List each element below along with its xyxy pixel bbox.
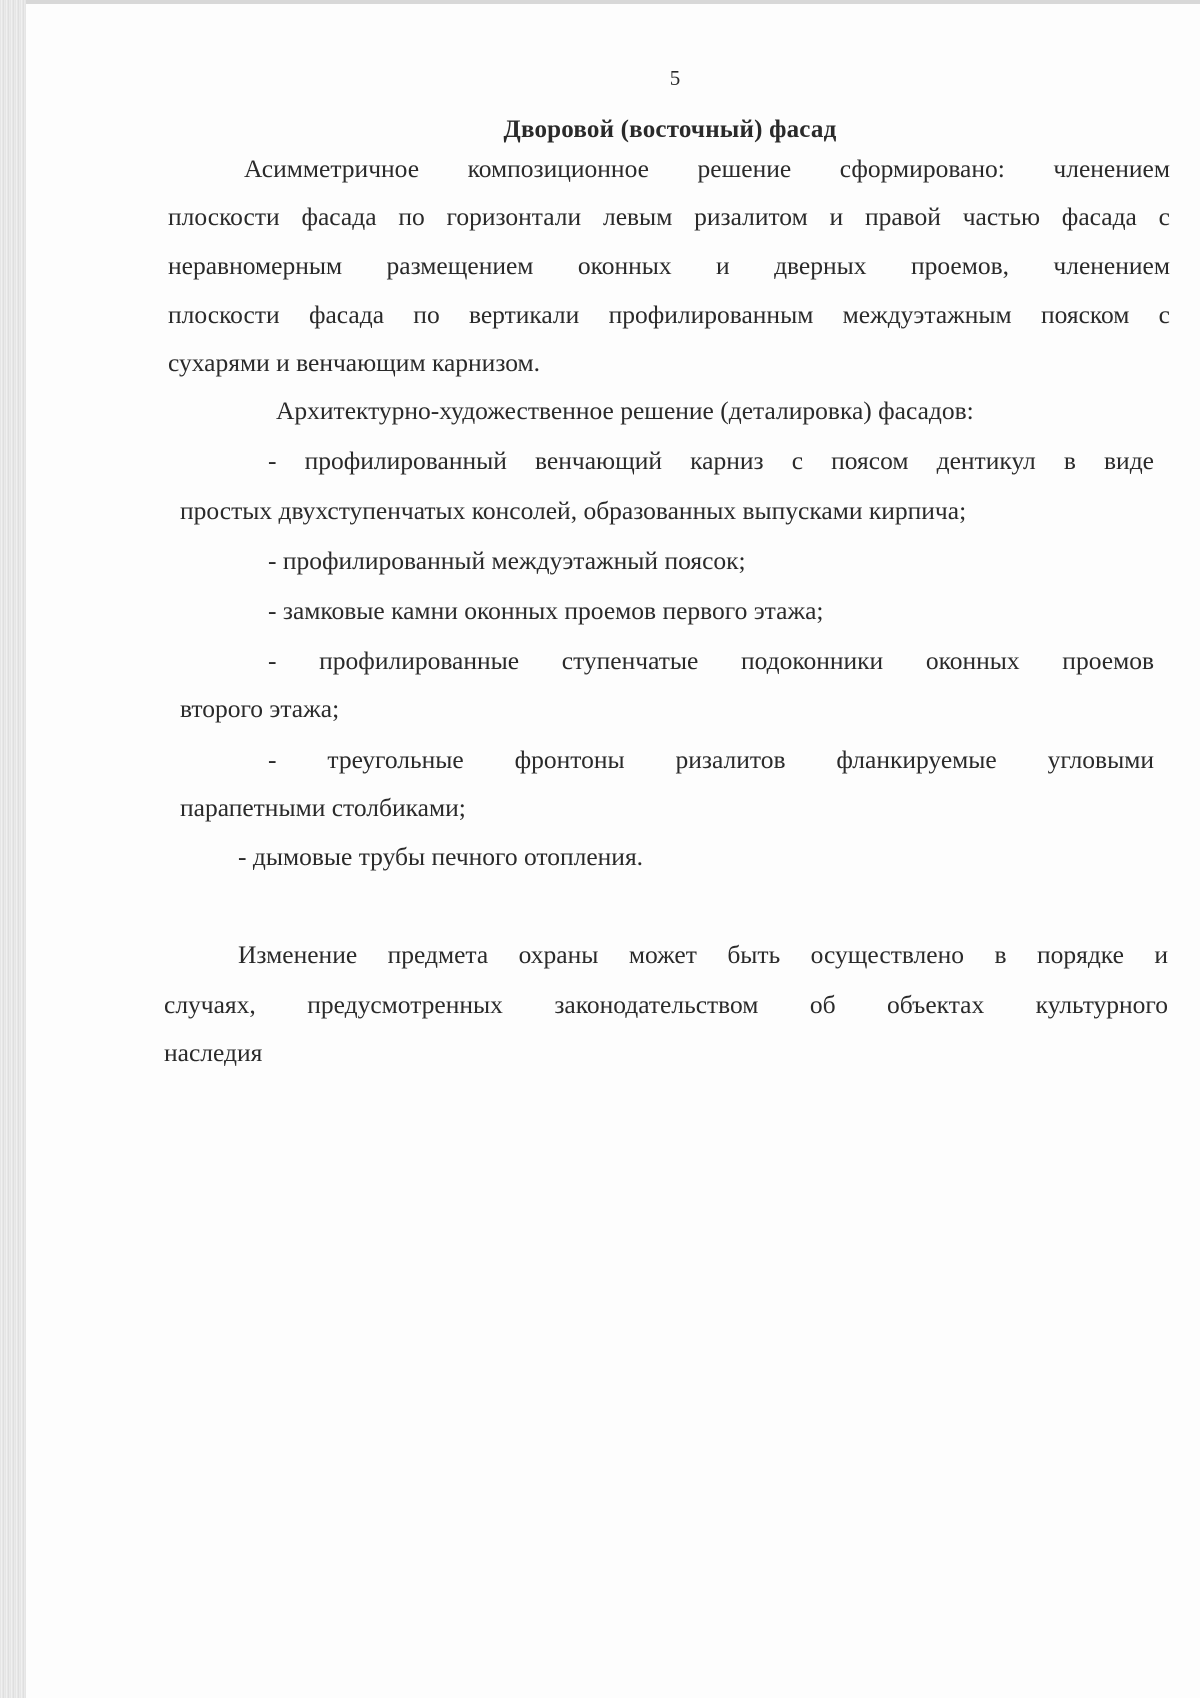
section-heading: Дворовой (восточный) фасад xyxy=(503,116,837,143)
list-item-6: - дымовые трубы печного отопления. xyxy=(238,842,644,871)
paragraph1-line-1: Асимметричное композиционное решение сформировано: членением xyxy=(244,154,1170,183)
paragraph1-line-5: сухарями и венчающим карнизом. xyxy=(168,348,541,377)
paragraph2-intro: Архитектурно-художественное решение (деталировка) фасадов: xyxy=(276,396,974,425)
list-item-5-line-1: - треугольные фронтоны ризалитов фланкируемые угловыми xyxy=(268,745,1154,774)
list-item-1-line-1: - профилированный венчающий карниз с поясом дентикул в виде xyxy=(268,446,1154,475)
paragraph3-line-3: наследия xyxy=(164,1038,263,1067)
list-item-5-line-2: парапетными столбиками; xyxy=(180,793,466,822)
scan-edge-top xyxy=(26,0,1200,4)
paragraph1-line-2: плоскости фасада по горизонтали левым ризалитом и правой частью фасада с xyxy=(168,202,1170,231)
paragraph3-line-2: случаях, предусмотренных законодательством об объектах культурного xyxy=(164,990,1168,1019)
page-number: 5 xyxy=(669,66,681,90)
scan-edge-left xyxy=(0,0,26,1698)
list-item-1-line-2: простых двухступенчатых консолей, образованных выпусками кирпича; xyxy=(180,496,967,525)
paragraph1-line-3: неравномерным размещением оконных и дверных проемов, членением xyxy=(168,251,1170,280)
list-item-2: - профилированный междуэтажный поясок; xyxy=(268,546,746,575)
list-item-4-line-2: второго этажа; xyxy=(180,694,340,723)
list-item-4-line-1: - профилированные ступенчатые подоконники оконных проемов xyxy=(268,646,1154,675)
paragraph1-line-4: плоскости фасада по вертикали профилированным междуэтажным пояском с xyxy=(168,300,1170,329)
list-item-3: - замковые камни оконных проемов первого этажа; xyxy=(268,596,824,625)
paragraph3-line-1: Изменение предмета охраны может быть осуществлено в порядке и xyxy=(238,940,1168,969)
